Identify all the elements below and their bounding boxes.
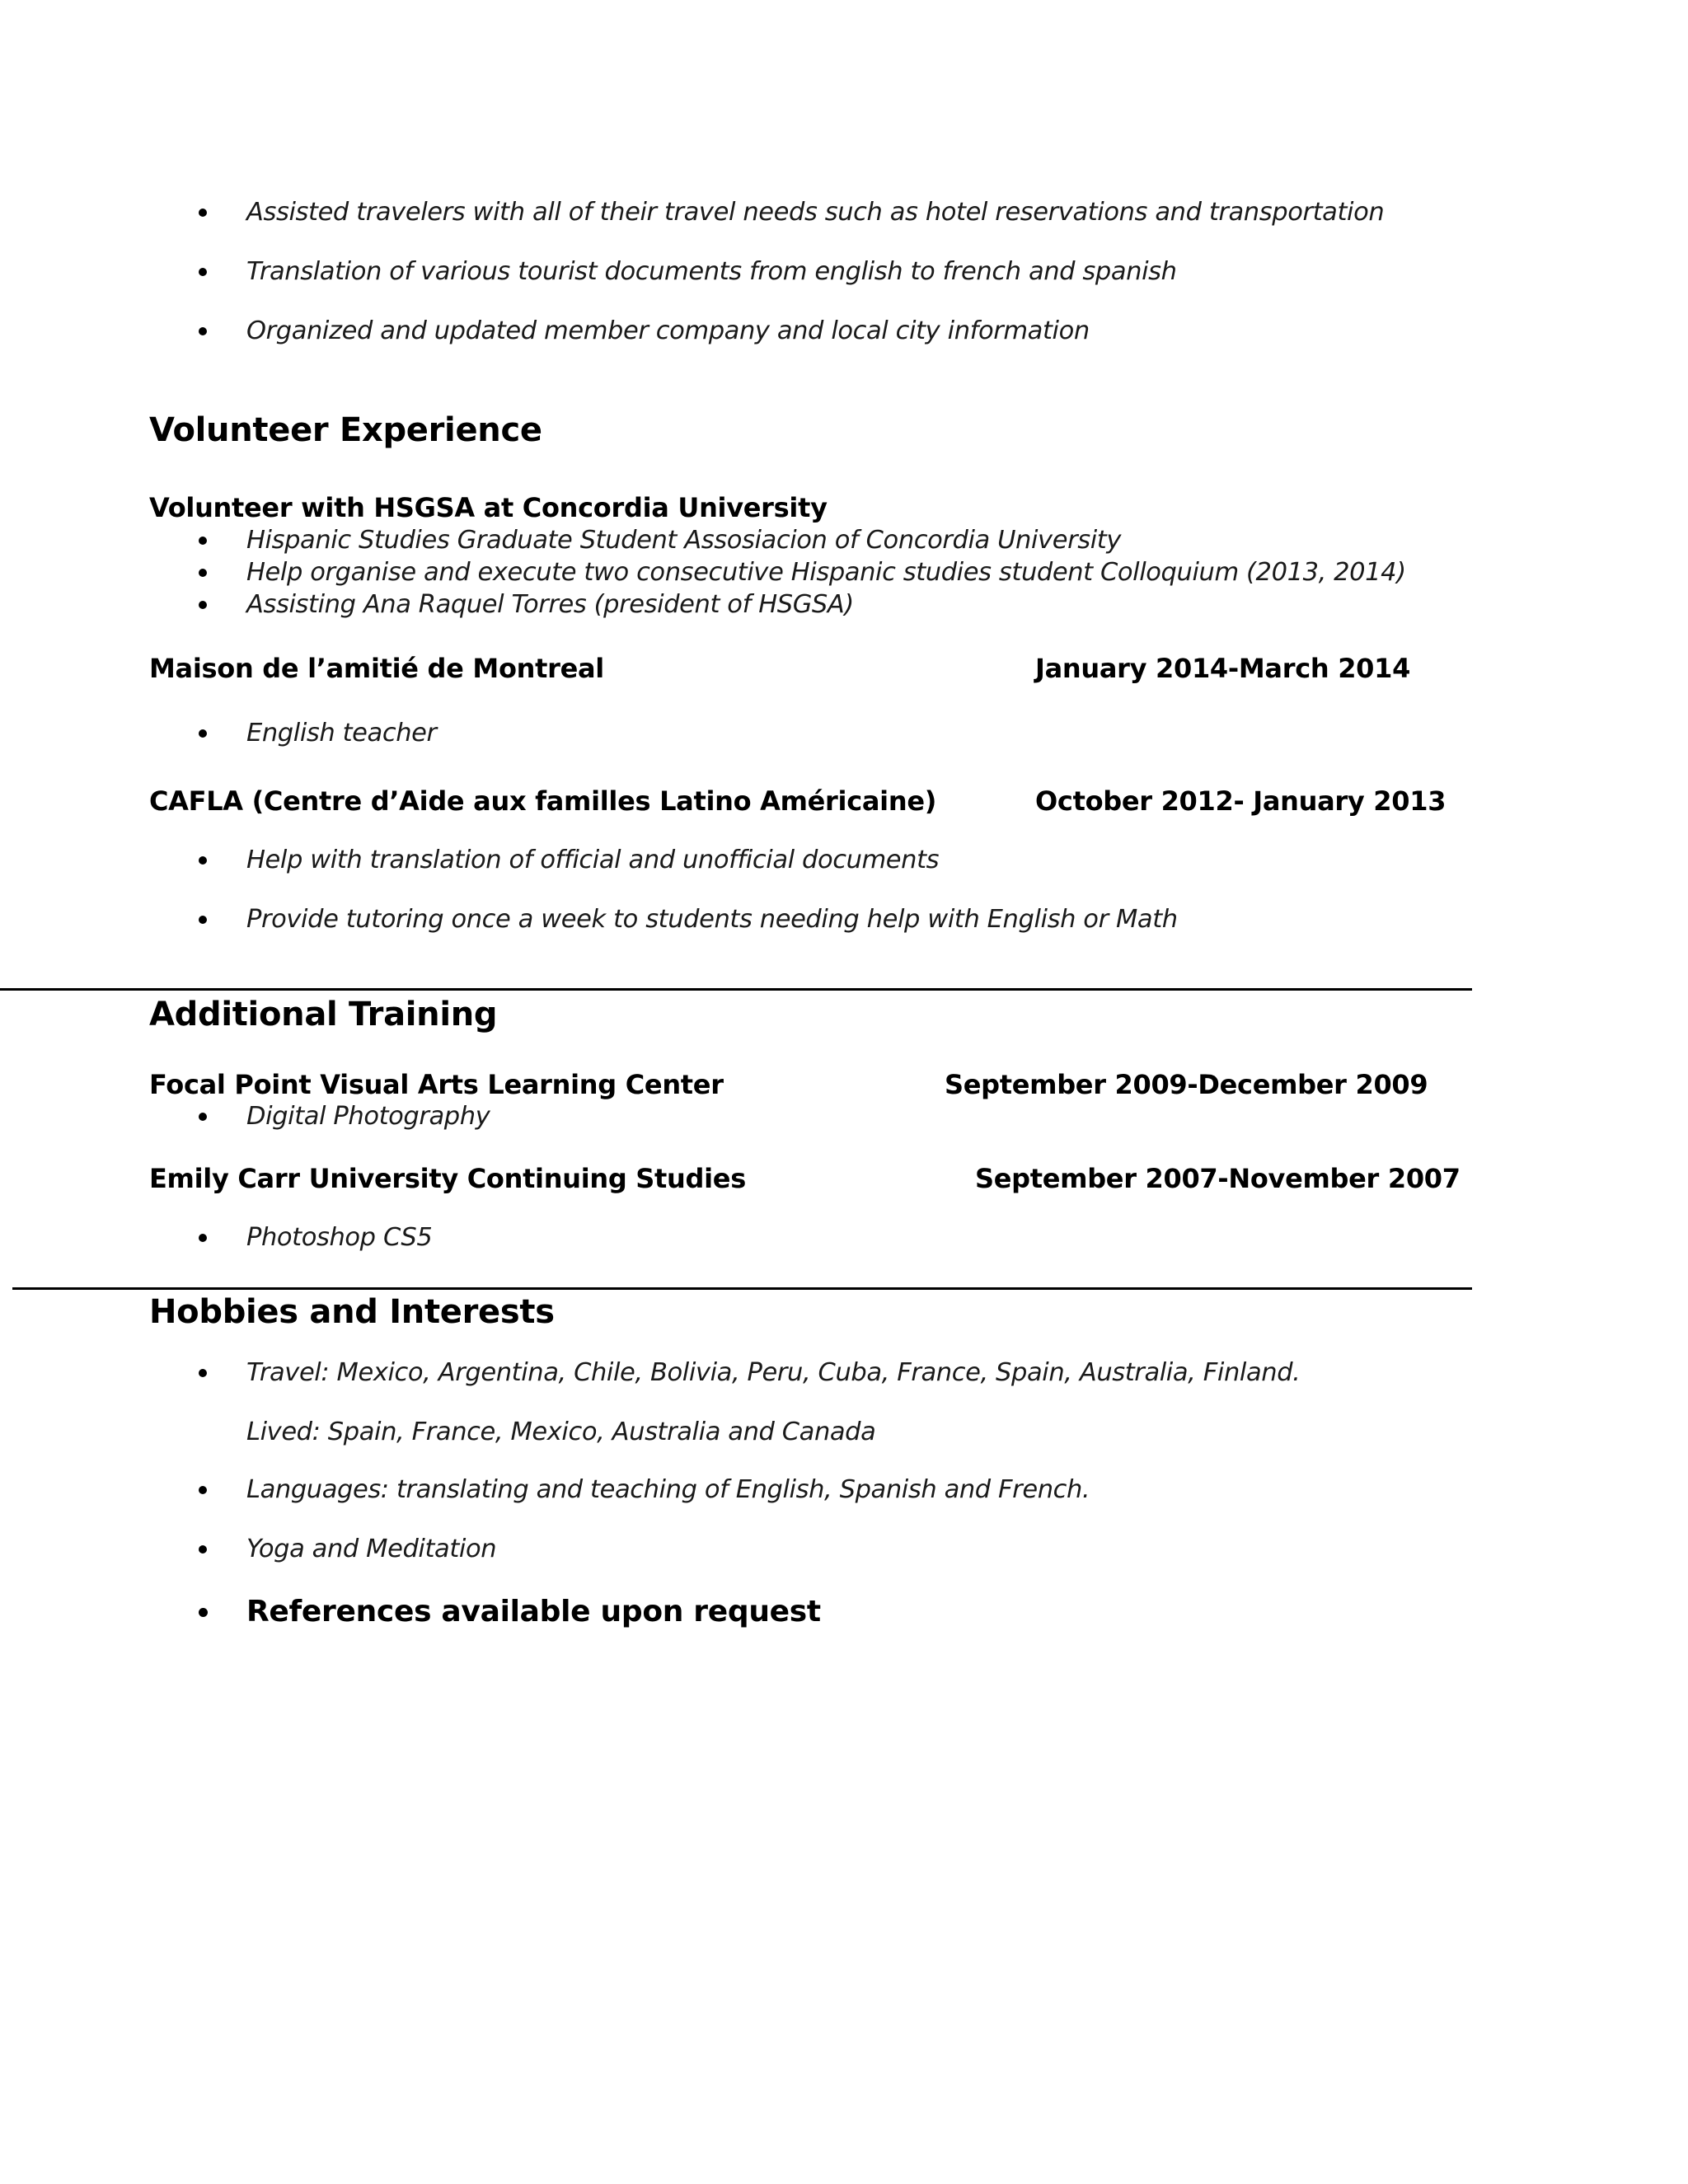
list-item <box>0 196 1688 229</box>
work-bullet-text: Assisted travelers with all of their travel needs such as hotel reservations and transportation <box>246 198 1385 227</box>
references-text: References available upon request <box>246 1595 821 1629</box>
bullet-icon <box>199 1486 207 1494</box>
entry-title-emily: Emily Carr University Continuing Studies <box>149 1163 746 1194</box>
entry-date-emily: September 2007-November 2007 <box>975 1163 1461 1194</box>
list-item <box>0 1100 1688 1133</box>
list-item <box>0 1474 1688 1507</box>
entry-title-hsgsa: Volunteer with HSGSA at Concordia University <box>149 492 828 523</box>
bullet-icon <box>199 729 207 738</box>
section-divider <box>0 988 1472 991</box>
list-item <box>0 588 1688 621</box>
list-item <box>0 255 1688 288</box>
work-bullet-text: Translation of various tourist documents from english to french and spanish <box>246 257 1177 286</box>
cafla-item-text: Help with translation of official and unofficial documents <box>246 846 940 874</box>
bullet-icon <box>199 1113 207 1121</box>
hsgsa-item-text: Help organise and execute two consecutive Hispanic studies student Colloquium (2013, 2014) <box>246 558 1406 587</box>
bullet-icon <box>199 856 207 865</box>
list-item <box>0 717 1688 750</box>
list-item <box>0 844 1688 877</box>
list-item <box>0 556 1688 589</box>
entry-title-focal: Focal Point Visual Arts Learning Center <box>149 1069 724 1100</box>
emily-item-text: Photoshop CS5 <box>246 1223 433 1252</box>
bullet-icon <box>199 601 207 609</box>
hobbies-languages-text: Languages: translating and teaching of English, Spanish and French. <box>246 1475 1090 1504</box>
bullet-icon <box>199 1608 208 1617</box>
bullet-icon <box>199 209 207 217</box>
section-heading-hobbies: Hobbies and Interests <box>149 1293 555 1331</box>
hsgsa-item-text: Assisting Ana Raquel Torres (president of HSGSA) <box>246 590 854 619</box>
entry-date-maison: January 2014-March 2014 <box>1035 653 1411 684</box>
list-item-continuation <box>0 1416 1688 1449</box>
bullet-icon <box>199 1234 207 1242</box>
bullet-icon <box>199 569 207 577</box>
section-heading-training: Additional Training <box>149 996 498 1033</box>
section-divider <box>12 1287 1472 1290</box>
list-item <box>0 315 1688 348</box>
list-item <box>0 1357 1688 1390</box>
cafla-item-text: Provide tutoring once a week to students needing help with English or Math <box>246 905 1178 934</box>
entry-title-maison: Maison de l’amitié de Montreal <box>149 653 604 684</box>
hobbies-yoga-text: Yoga and Meditation <box>246 1535 497 1563</box>
list-item <box>0 903 1688 936</box>
entry-date-cafla: October 2012- January 2013 <box>1035 785 1447 817</box>
entry-title-cafla: CAFLA (Centre d’Aide aux familles Latino Américaine) <box>149 785 937 817</box>
bullet-icon <box>199 327 207 335</box>
list-item <box>0 1221 1688 1254</box>
list-item <box>0 524 1688 557</box>
bullet-icon <box>199 1545 207 1554</box>
entry-date-focal: September 2009-December 2009 <box>945 1069 1428 1100</box>
maison-item-text: English teacher <box>246 719 437 748</box>
bullet-icon <box>199 1369 207 1377</box>
hobbies-travel-text: Travel: Mexico, Argentina, Chile, Bolivia, Peru, Cuba, France, Spain, Australia, Finland. <box>246 1358 1301 1387</box>
section-heading-volunteer: Volunteer Experience <box>149 411 542 449</box>
work-bullet-text: Organized and updated member company and local city information <box>246 316 1090 345</box>
focal-item-text: Digital Photography <box>246 1102 490 1131</box>
bullet-icon <box>199 268 207 276</box>
bullet-icon <box>199 537 207 545</box>
list-item <box>0 1533 1688 1566</box>
list-item <box>0 1593 1688 1631</box>
hobbies-lived-text: Lived: Spain, France, Mexico, Australia and Canada <box>246 1418 876 1446</box>
hsgsa-item-text: Hispanic Studies Graduate Student Assosiacion of Concordia University <box>246 526 1121 555</box>
bullet-icon <box>199 916 207 924</box>
